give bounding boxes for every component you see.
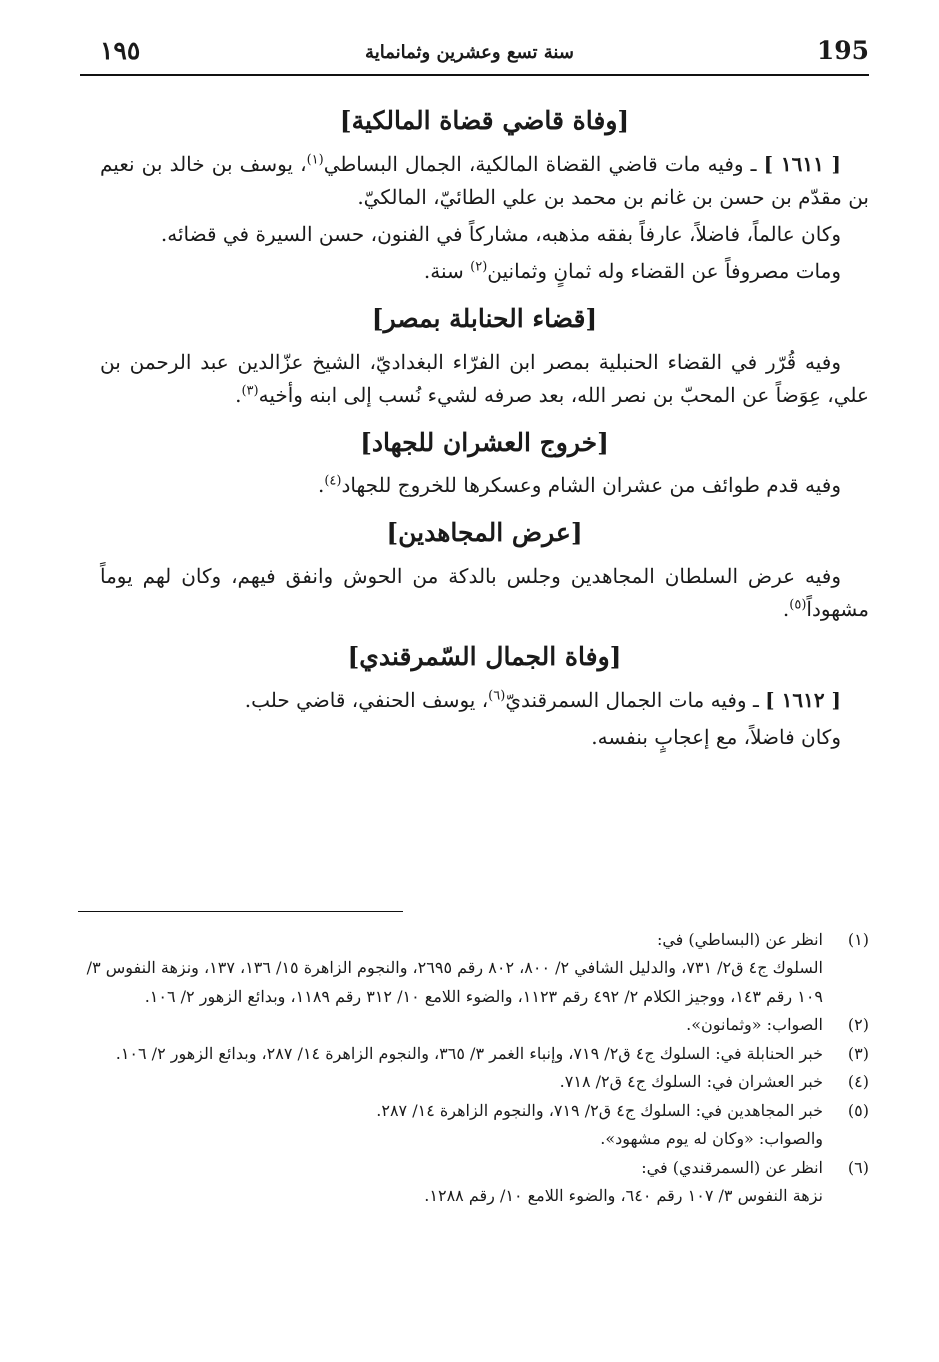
footnote bbox=[78, 1097, 869, 1154]
footnote bbox=[78, 1068, 869, 1096]
entry-number: [ ١٦١١ ] bbox=[763, 151, 841, 176]
paragraph bbox=[100, 560, 869, 626]
footnote-ref[interactable]: (٢) bbox=[470, 259, 488, 275]
footnote-ref[interactable]: (٦) bbox=[488, 688, 506, 704]
footnote-line: انظر عن (البساطي) في: bbox=[656, 930, 823, 949]
paragraph-text: ـ وفيه مات الجمال السمرقنديّ bbox=[505, 687, 766, 712]
footnote-number: (٣) bbox=[847, 1043, 869, 1063]
running-title: سنة تسع وعشرين وثمانماية bbox=[365, 42, 574, 63]
footnote-ref[interactable]: (١) bbox=[306, 152, 324, 168]
footnote bbox=[78, 1154, 869, 1211]
paragraph bbox=[100, 469, 869, 502]
footnotes bbox=[78, 926, 869, 1211]
paragraph bbox=[100, 218, 869, 251]
footnote-line: نزهة النفوس ٣/ ١٠٧ رقم ٦٤٠، والضوء اللامع ١٠/ رقم ١٢٨٨. bbox=[424, 1186, 823, 1206]
paragraph-text: ـ وفيه مات قاضي القضاة المالكية، الجمال البساطي bbox=[323, 151, 764, 176]
section-heading: [خروج العشران للجهاد] bbox=[360, 427, 609, 457]
page-number-arabic: ١٩٥ bbox=[100, 36, 141, 65]
section-heading: [قضاء الحنابلة بمصر] bbox=[371, 303, 598, 333]
paragraph bbox=[100, 346, 869, 412]
footnote-line: خبر العشران في: السلوك ج٤ ق٢/ ٧١٨. bbox=[559, 1072, 823, 1092]
footnote-ref[interactable]: (٥) bbox=[789, 597, 807, 613]
footnote bbox=[78, 1011, 869, 1039]
footnote-ref[interactable]: (٣) bbox=[241, 382, 259, 398]
paragraph-text: . bbox=[235, 382, 242, 407]
footnote-number: (٥) bbox=[847, 1100, 869, 1120]
page-number-latin: 195 bbox=[816, 36, 869, 65]
paragraph-text: وكان عالماً، فاضلاً، عارفاً بفقه مذهبه، مشاركاً في الفنون، حسن السيرة في قضائه. bbox=[160, 221, 841, 246]
footnote-rule bbox=[78, 911, 403, 912]
footnote-line: والصواب: «وكان له يوم مشهود». bbox=[600, 1129, 823, 1149]
footnote-line: خبر المجاهدين في: السلوك ج٤ ق٢/ ٧١٩، والنجوم الزاهرة ١٤/ ٢٨٧. bbox=[376, 1100, 823, 1120]
footnote-line: انظر عن (السمرقندي) في: bbox=[641, 1157, 823, 1177]
footnote bbox=[78, 1040, 869, 1068]
main-text bbox=[100, 90, 869, 754]
paragraph-text: ، يوسف الحنفي، قاضي حلب. bbox=[244, 687, 489, 712]
paragraph-text: وفيه قدم طوائف من عشران الشام وعسكرها للخروج للجهاد bbox=[341, 473, 841, 498]
section-heading: [وفاة الجمال السّمرقندي] bbox=[347, 642, 622, 671]
paragraph-text: ومات مصروفاً عن القضاء وله ثمانٍ وثمانين bbox=[487, 258, 841, 283]
header-rule bbox=[80, 74, 869, 76]
paragraph-text: سنة. bbox=[423, 258, 471, 283]
paragraph-text: وكان فاضلاً، مع إعجابٍ بنفسه. bbox=[591, 724, 841, 749]
paragraph-text: ، يوسف بن خالد بن نعيم بن مقدّم بن حسن بن غانم بن محمد بن علي الطائيّ، المالكيّ. bbox=[100, 151, 869, 209]
footnote bbox=[78, 926, 869, 1011]
paragraph bbox=[100, 721, 869, 754]
paragraph-text: . bbox=[317, 473, 325, 498]
paragraph bbox=[100, 255, 869, 288]
entry-number: [ ١٦١٢ ] bbox=[765, 687, 841, 712]
paragraph-text: . bbox=[782, 597, 790, 621]
footnote-number: (٦) bbox=[847, 1157, 869, 1177]
footnote-line: السلوك ج٤ ق٢/ ٧٣١، والدليل الشافي ٢/ ٨٠٠، ٨٠٢ رقم ٢٦٩٥، والنجوم الزاهرة ١٥/ ١٣٦، ١٣٧، ونزهة النفوس ٣/ ١٠٩ رقم ١٤٣، ووجيز الكلام ٢/ ٤٩٢ رقم ١١٢٣، والضوء اللامع ١٠/ ٣١٢ رقم ١١٨٩، وبدائع الزهور ٢/ ١٠٦. bbox=[86, 958, 823, 1006]
footnote-line: الصواب: «وثمانون». bbox=[686, 1015, 823, 1035]
section-heading: [عرض المجاهدين] bbox=[386, 518, 583, 548]
footnote-line: خبر الحنابلة في: السلوك ج٤ ق٢/ ٧١٩، وإنباء الغمر ٣/ ٣٦٥، والنجوم الزاهرة ١٤/ ٢٨٧، وبدائع الزهور ٢/ ١٠٦. bbox=[115, 1043, 823, 1063]
paragraph bbox=[100, 148, 869, 214]
paragraph-text: وفيه عرض السلطان المجاهدين وجلس بالدكة من الحوش وانفق فيهم، وكان لهم يوماً مشهوداً bbox=[100, 564, 869, 621]
section-heading: [وفاة قاضي قضاة المالكية] bbox=[339, 106, 630, 135]
footnote-number: (١) bbox=[847, 930, 869, 949]
paragraph-text: وفيه قُرّر في القضاء الحنبلية بمصر ابن الفرّاء البغداديّ، الشيخ عزّالدين عبد الرحمن بن علي، عِوَضاً عن المحبّ بن نصر الله، بعد صرفه لشيء نُسب إلى ابنه وأخيه bbox=[100, 349, 869, 407]
footnote-ref[interactable]: (٤) bbox=[324, 473, 342, 489]
paragraph bbox=[100, 684, 869, 717]
footnote-number: (٢) bbox=[847, 1015, 869, 1035]
footnote-number: (٤) bbox=[847, 1072, 869, 1092]
